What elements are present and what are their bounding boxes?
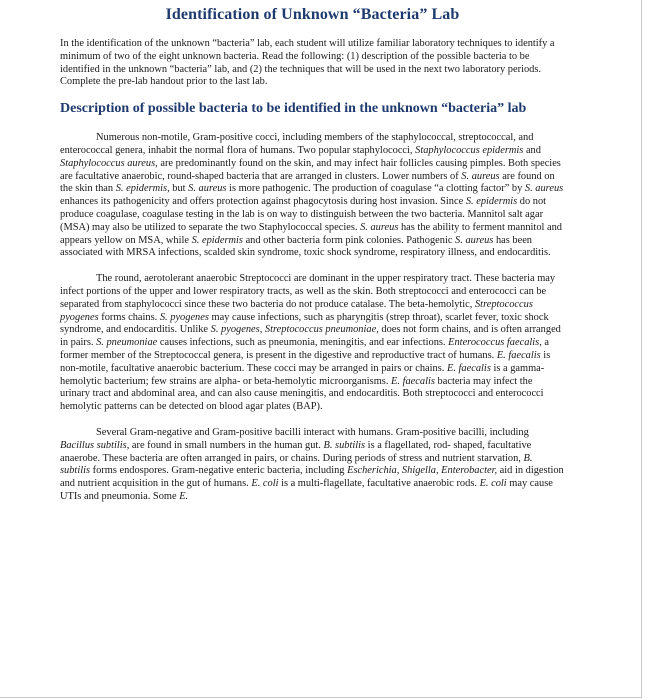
species-name: Enterococcus faecalis (448, 337, 540, 349)
species-name: S. aureus (455, 234, 494, 246)
paragraph-staphylococci: Numerous non-motile, Gram-positive cocci, including members of the staphylococcal, streptococcal, and enterococcal genera, inhabit the normal flora of humans. Two popular staphylococci, Staphylococcus epidermis and Staphylococcus aureus, are predominantly found on the skin, and may infect hair follicles causing pimples. Both species are facultative anaerobic, round-shaped bacteria that are arranged in clusters. Lower numbers of S. aureus are found on the skin than S. epidermis, but S. aureus is more pathogenic. The production of coagulase “a clotting factor” by S. aureus enhances its pathogenicity and offers protection against phagocytosis during host invasion. Since S. epidermis do not produce coagulase, coagulase testing in the lab is on way to distinguish between the two bacteria. Mannitol salt agar (MSA) may also be utilized to separate the two Staphylococcal species. S. aureus has the ability to ferment mannitol and appears yellow on MSA, while S. epidermis and other bacteria form pink colonies. Pathogenic S. aureus has been associated with MRSA infections, scalded skin syndrome, toxic shock syndrome, respiratory illness, and endocarditis. (60, 132, 564, 259)
species-name: S. epidermis (465, 196, 518, 208)
species-name: S. aureus (461, 170, 500, 182)
species-name: Staphylococcus aureus (60, 157, 156, 169)
species-name: S. pyogenes (210, 324, 260, 336)
species-name: Streptococcus pneumoniae (264, 324, 377, 336)
species-name: Escherichia, Shigella, Enterobacter, (347, 465, 498, 477)
species-name: S. epidermis (115, 183, 168, 195)
species-name: S. aureus (524, 183, 564, 195)
species-name: Bacillus subtilis (60, 439, 127, 451)
species-name: E. faecalis (496, 349, 541, 361)
section-heading: Description of possible bacteria to be identified in the unknown “bacteria” lab (60, 101, 527, 117)
species-name: S. pneumoniae (96, 337, 158, 349)
species-name: Staphylococcus epidermis (415, 144, 524, 156)
species-name: B. subtilis (60, 452, 533, 477)
species-name: E. coli (479, 478, 507, 490)
species-name: E. faecalis (391, 375, 435, 387)
species-name: Streptococcus pyogenes (60, 298, 533, 323)
species-name: B. subtilis (323, 439, 366, 451)
paragraph-bacilli: Several Gram-negative and Gram-positive bacilli interact with humans. Gram-positive bacilli, including Bacillus subtilis, are found in small numbers in the human gut. B. subtilis is a flagellated, rod- shaped, facultative anaerobe. These bacteria are often arranged in pairs, or chains. During periods of stress and nutrient starvation, B. subtilis forms endospores. Gram-negative enteric bacteria, including Escherichia, Shigella, Enterobacter, aid in digestion and nutrient acquisition in the gut of humans. E. coli is a multi-flagellate, facultative anaerobic rods. E. coli may cause UTIs and pneumonia. Some E. (60, 426, 564, 502)
species-name: E. (179, 490, 189, 502)
paragraph-streptococci: The round, aerotolerant anaerobic Streptococci are dominant in the upper respiratory tract. These bacteria may infect portions of the upper and lower respiratory tracts, as well as the skin. Both streptococci and enterococci can be separated from staphylococci since these two bacteria do not produce catalase. The beta-hemolytic, Streptococcus pyogenes forms chains. S. pyogenes may cause infections, such as pharyngitis (strep throat), scarlet fever, toxic shock syndrome, and endocarditis. Unlike S. pyogenes, Streptococcus pneumoniae, does not form chains, and is often arranged in pairs. S. pneumoniae causes infections, such as pneumonia, meningitis, and ear infections. Enterococcus faecalis, a former member of the Streptococcal genera, is present in the digestive and reproductive tract of humans. E. faecalis is non-motile, facultative anaerobic bacterium. These cocci may be arranged in pairs or chains. E. faecalis is a gamma-hemolytic bacterium; few strains are alpha- or beta-hemolytic microorganisms. E. faecalis bacteria may infect the urinary tract and abdominal area, and can also cause meningitis, and endocarditis. Both streptococci and enterococci hemolytic patterns can be detected on blood agar plates (BAP). (60, 273, 561, 413)
species-name: S. pyogenes (159, 311, 209, 323)
page-title: Identification of Unknown “Bacteria” Lab (165, 6, 460, 23)
species-name: S. aureus (360, 221, 399, 233)
document-page (60, 6, 565, 517)
species-name: E. faecalis (447, 362, 491, 374)
species-name: S. epidermis (191, 234, 243, 246)
intro-paragraph: In the identification of the unknown “bacteria” lab, each student will utilize familiar laboratory techniques to identify a minimum of two of the eight unknown bacteria. Read the following: (1) description of the possible bacteria to be identified in the unknown “bacteria” lab, and (2) the techniques that will be used in the next two laboratory periods. Complete the pre-lab handout prior to the last lab. (60, 38, 555, 88)
species-name: S. aureus (188, 183, 227, 195)
species-name: E. coli (251, 478, 279, 490)
